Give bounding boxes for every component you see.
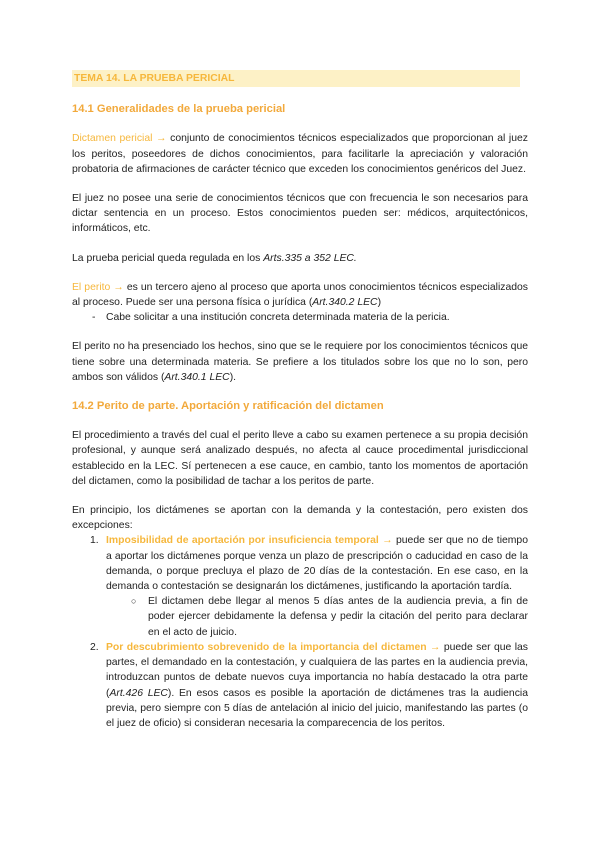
paragraph-text: ). bbox=[229, 371, 237, 383]
paragraph-text: ). En esos casos es posible la aportación de dictámenes tras la audiencia previa, pero siempre con 5 días de antelación al inicio del juicio, manifestando las partes (o el juez de oficio) si consideran necesaria la comparecencia de los peritos. bbox=[106, 687, 528, 729]
paragraph-regulacion bbox=[72, 251, 528, 266]
paragraph-text: puede ser que no de tiempo a aportar los dictámenes porque venza un plazo de prescripción o caducidad en caso de la demanda, o porque precluya el plazo de 20 días de la contestación. En ese caso, en la demanda o contestación se designarán los dictámenes, justificando la aportación tardía. bbox=[106, 535, 528, 593]
legal-reference: Art.340.2 LEC bbox=[312, 297, 378, 309]
term-imposibilidad: Imposibilidad de aportación por insuficiencia temporal → bbox=[106, 535, 393, 547]
paragraph-dictamen-pericial bbox=[72, 131, 528, 177]
document-page bbox=[72, 70, 528, 731]
paragraph-text: ) bbox=[377, 297, 382, 309]
legal-reference: Art.426 LEC bbox=[109, 687, 168, 699]
numbered-list bbox=[72, 533, 528, 731]
list-item-1 bbox=[72, 533, 528, 639]
list-number: 1. bbox=[90, 535, 99, 547]
paragraph-text: puede ser que las partes, el demandado en la contestación, y cualquiera de las partes en la audiencia previa, introduzcan puntos de debate nuevos cuya importancia no había destacado la otra parte ( bbox=[106, 641, 528, 699]
paragraph-text: es un tercero ajeno al proceso que aporta unos conocimientos técnicos especializados al proceso. Puede ser una persona física o jurídica ( bbox=[72, 281, 528, 309]
section-heading-14-1: 14.1 Generalidades de la prueba pericial bbox=[72, 103, 286, 116]
paragraph-excepciones: En principio, los dictámenes se aportan con la demanda y la contestación, pero existen dos excepciones: bbox=[72, 505, 528, 532]
legal-reference: Arts.335 a 352 LEC. bbox=[263, 252, 357, 264]
paragraph-perito bbox=[72, 280, 528, 310]
legal-reference: Art.340.1 LEC bbox=[164, 371, 230, 383]
section-heading-14-2: 14.2 Perito de parte. Aportación y ratificación del dictamen bbox=[72, 400, 384, 413]
paragraph-perito-hechos bbox=[72, 339, 528, 385]
paragraph-text: conjunto de conocimientos técnicos especializados que proporcionan al juez los peritos, poseedores de dichos conocimientos, para facilitarle la apreciación y valoración probatoria de afirmaciones de carácter técnico que exceden los conocimientos genéricos del Juez. bbox=[72, 133, 528, 175]
paragraph-procedimiento: El procedimiento a través del cual el perito lleve a cabo su examen pertenece a su propia decisión profesional, y aunque será analizado después, no afecta al cauce procedimental jurisdiccional establecido en la LEC. Sí pertenecen a ese cauce, en cambio, tanto los momentos de aportación del dictamen, como la posibilidad de tachar a los peritos de parte. bbox=[72, 430, 528, 487]
sub-list bbox=[106, 594, 528, 640]
document-title: TEMA 14. LA PRUEBA PERICIAL bbox=[72, 70, 520, 87]
term-perito: El perito → bbox=[72, 281, 124, 293]
dash-list bbox=[72, 310, 528, 325]
paragraph-text: El perito no ha presenciado los hechos, sino que se le requiere por los conocimientos técnicos que tiene sobre una determinada materia. Se prefiere a los titulados sobre los que no lo son, pero ambos son válidos ( bbox=[72, 341, 528, 383]
list-item-2 bbox=[72, 640, 528, 731]
paragraph-juez: El juez no posee una serie de conocimientos técnicos que con frecuencia le son necesarios para dictar sentencia en un proceso. Estos conocimientos pueden ser: médicos, arquitectónicos, informáticos, etc. bbox=[72, 193, 528, 235]
sub-list-item: ○ El dictamen debe llegar al menos 5 días antes de la audiencia previa, a fin de poder ejercer debidamente la defensa y pedir la citación del perito para declarar en el acto de juicio. bbox=[131, 594, 528, 640]
list-number: 2. bbox=[90, 641, 99, 653]
term-dictamen-pericial: Dictamen pericial → bbox=[72, 133, 167, 145]
paragraph-text: La prueba pericial queda regulada en los bbox=[72, 252, 264, 264]
term-descubrimiento: Por descubrimiento sobrevenido de la importancia del dictamen → bbox=[106, 641, 441, 653]
list-item: - Cabe solicitar a una institución concreta determinada materia de la pericia. bbox=[92, 310, 528, 325]
